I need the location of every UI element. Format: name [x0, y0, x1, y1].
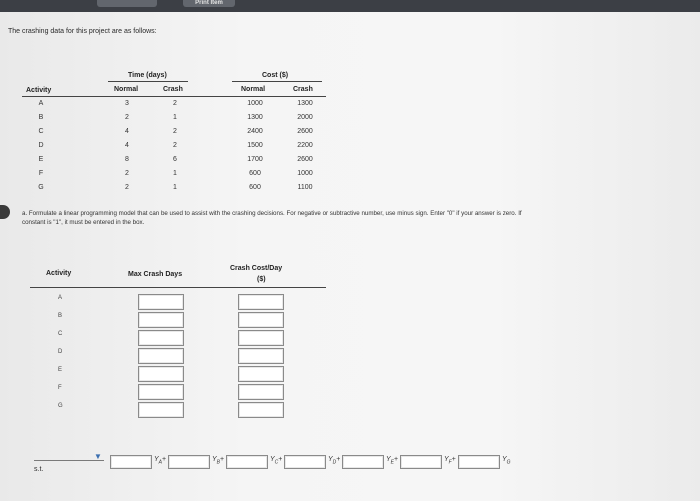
variable-letter: Y [212, 456, 217, 463]
cell-cost-normal: 1700 [247, 156, 263, 163]
crash-cost-per-day-input[interactable] [238, 312, 284, 328]
objective-coefficient-input[interactable] [342, 455, 384, 469]
col-time-normal-header: Normal [114, 86, 139, 93]
variable-letter: Y [270, 456, 275, 463]
answer-col-crash-cost-header: Crash Cost/Day [230, 265, 283, 272]
variable-subscript: C [274, 459, 279, 466]
variable-subscript: F [448, 459, 452, 466]
col-time-crash-header: Crash [163, 86, 183, 93]
cell-time-crash: 1 [173, 170, 177, 177]
cell-cost-crash: 2600 [297, 128, 313, 135]
variable-sign: + [336, 456, 341, 463]
variable-sign: + [394, 456, 399, 463]
variable-sign: + [220, 456, 225, 463]
crash-cost-per-day-input[interactable] [238, 294, 284, 310]
col-activity-header: Activity [26, 87, 52, 94]
cell-time-crash: 2 [173, 128, 177, 135]
cell-time-crash: 2 [173, 100, 177, 107]
variable-sign: + [451, 456, 456, 463]
time-group-header: Time (days) [128, 72, 167, 79]
max-crash-days-input[interactable] [138, 330, 184, 346]
variable-sign: + [162, 456, 167, 463]
answer-activity-label: B [58, 313, 63, 319]
intro-text: The crashing data for this project are as follows: [8, 28, 157, 35]
cell-cost-normal: 1500 [247, 142, 263, 149]
max-crash-days-input[interactable] [138, 294, 184, 310]
variable-subscript: G [506, 459, 511, 466]
cell-cost-crash: 2600 [297, 156, 313, 163]
answer-activity-label: G [58, 403, 63, 409]
objective-variable-label [444, 456, 456, 465]
cell-activity: C [38, 128, 44, 135]
objective-coefficient-input[interactable] [284, 455, 326, 469]
answer-col-crash-cost-unit: ($) [257, 276, 266, 283]
table-header-rule [22, 96, 326, 97]
cell-activity: G [38, 184, 44, 191]
variable-sign: + [278, 456, 283, 463]
cell-cost-crash: 2000 [297, 114, 313, 121]
cell-time-normal: 2 [125, 114, 129, 121]
answer-col-activity-header: Activity [46, 270, 72, 277]
max-crash-days-input[interactable] [138, 402, 184, 418]
col-cost-normal-header: Normal [241, 86, 266, 93]
variable-letter: Y [502, 456, 507, 463]
browser-tab-print-item[interactable]: Print Item [183, 0, 235, 7]
objective-coefficient-input[interactable] [168, 455, 210, 469]
crash-cost-per-day-input[interactable] [238, 384, 284, 400]
objective-coefficient-input[interactable] [226, 455, 268, 469]
question-line-2: constant is "1", it must be entered in the box. [22, 219, 145, 226]
answer-activity-label: E [58, 367, 63, 373]
crash-cost-per-day-input[interactable] [238, 402, 284, 418]
cell-time-crash: 1 [173, 184, 177, 191]
max-crash-days-input[interactable] [138, 312, 184, 328]
crash-cost-per-day-input[interactable] [238, 348, 284, 364]
objective-variable-label [328, 456, 340, 465]
answer-activity-label: A [58, 295, 63, 301]
variable-letter: Y [154, 456, 159, 463]
answer-col-max-crash-header: Max Crash Days [128, 271, 183, 278]
objective-dropdown-arrow-icon[interactable]: ▼ [94, 452, 102, 461]
cell-cost-crash: 2200 [297, 142, 313, 149]
objective-variable-label [270, 456, 282, 465]
answer-activity-label: F [58, 385, 62, 391]
answer-header-rule [30, 287, 326, 288]
cell-activity: E [38, 156, 44, 163]
max-crash-days-input[interactable] [138, 348, 184, 364]
cell-time-normal: 4 [125, 128, 129, 135]
max-crash-days-input[interactable] [138, 366, 184, 382]
cell-time-normal: 2 [125, 170, 129, 177]
browser-tab-1[interactable] [97, 0, 157, 7]
objective-coefficient-input[interactable] [458, 455, 500, 469]
cell-cost-crash: 1300 [297, 100, 313, 107]
max-crash-days-input[interactable] [138, 384, 184, 400]
variable-letter: Y [386, 456, 391, 463]
cell-cost-normal: 1300 [247, 114, 263, 121]
cell-time-normal: 2 [125, 184, 129, 191]
answer-activity-label: C [58, 331, 63, 337]
cell-activity: D [38, 142, 44, 149]
cell-cost-normal: 600 [249, 170, 261, 177]
cell-activity: B [38, 114, 44, 121]
page-content [0, 12, 700, 501]
st-label: s.t. [34, 466, 44, 473]
objective-coefficient-input[interactable] [400, 455, 442, 469]
cost-group-header: Cost ($) [262, 72, 289, 79]
crash-cost-per-day-input[interactable] [238, 366, 284, 382]
cell-cost-normal: 1000 [247, 100, 263, 107]
objective-variable-label [212, 456, 224, 465]
objective-variable-label [386, 456, 398, 465]
cell-time-crash: 2 [173, 142, 177, 149]
cell-time-normal: 4 [125, 142, 129, 149]
cell-cost-crash: 1000 [297, 170, 313, 177]
cell-time-crash: 1 [173, 114, 177, 121]
variable-subscript: E [390, 459, 395, 466]
answer-activity-label: D [58, 349, 63, 355]
variable-subscript: B [216, 459, 221, 466]
variable-subscript: D [332, 459, 337, 466]
cell-cost-normal: 600 [249, 184, 261, 191]
crash-cost-per-day-input[interactable] [238, 330, 284, 346]
objective-coefficient-input[interactable] [110, 455, 152, 469]
variable-subscript: A [158, 459, 163, 466]
browser-toolbar [0, 0, 700, 12]
cell-cost-crash: 1100 [297, 184, 313, 191]
variable-letter: Y [328, 456, 333, 463]
cell-activity: F [38, 170, 44, 177]
cell-activity: A [38, 100, 44, 107]
cost-group-underline [232, 81, 322, 82]
objective-variable-label [154, 456, 166, 465]
cell-time-normal: 8 [125, 156, 129, 163]
time-group-underline [108, 81, 188, 82]
question-line-1: a. Formulate a linear programming model that can be used to assist with the crashing decisions. For negative or subtractive number, use minus sign. Enter "0" if your answer is zero. If [22, 210, 522, 217]
question-text [22, 209, 522, 227]
cell-time-crash: 6 [173, 156, 177, 163]
col-cost-crash-header: Crash [293, 86, 313, 93]
cell-time-normal: 3 [125, 100, 129, 107]
objective-variable-label [502, 456, 511, 465]
variable-letter: Y [444, 456, 449, 463]
cell-cost-normal: 2400 [247, 128, 263, 135]
